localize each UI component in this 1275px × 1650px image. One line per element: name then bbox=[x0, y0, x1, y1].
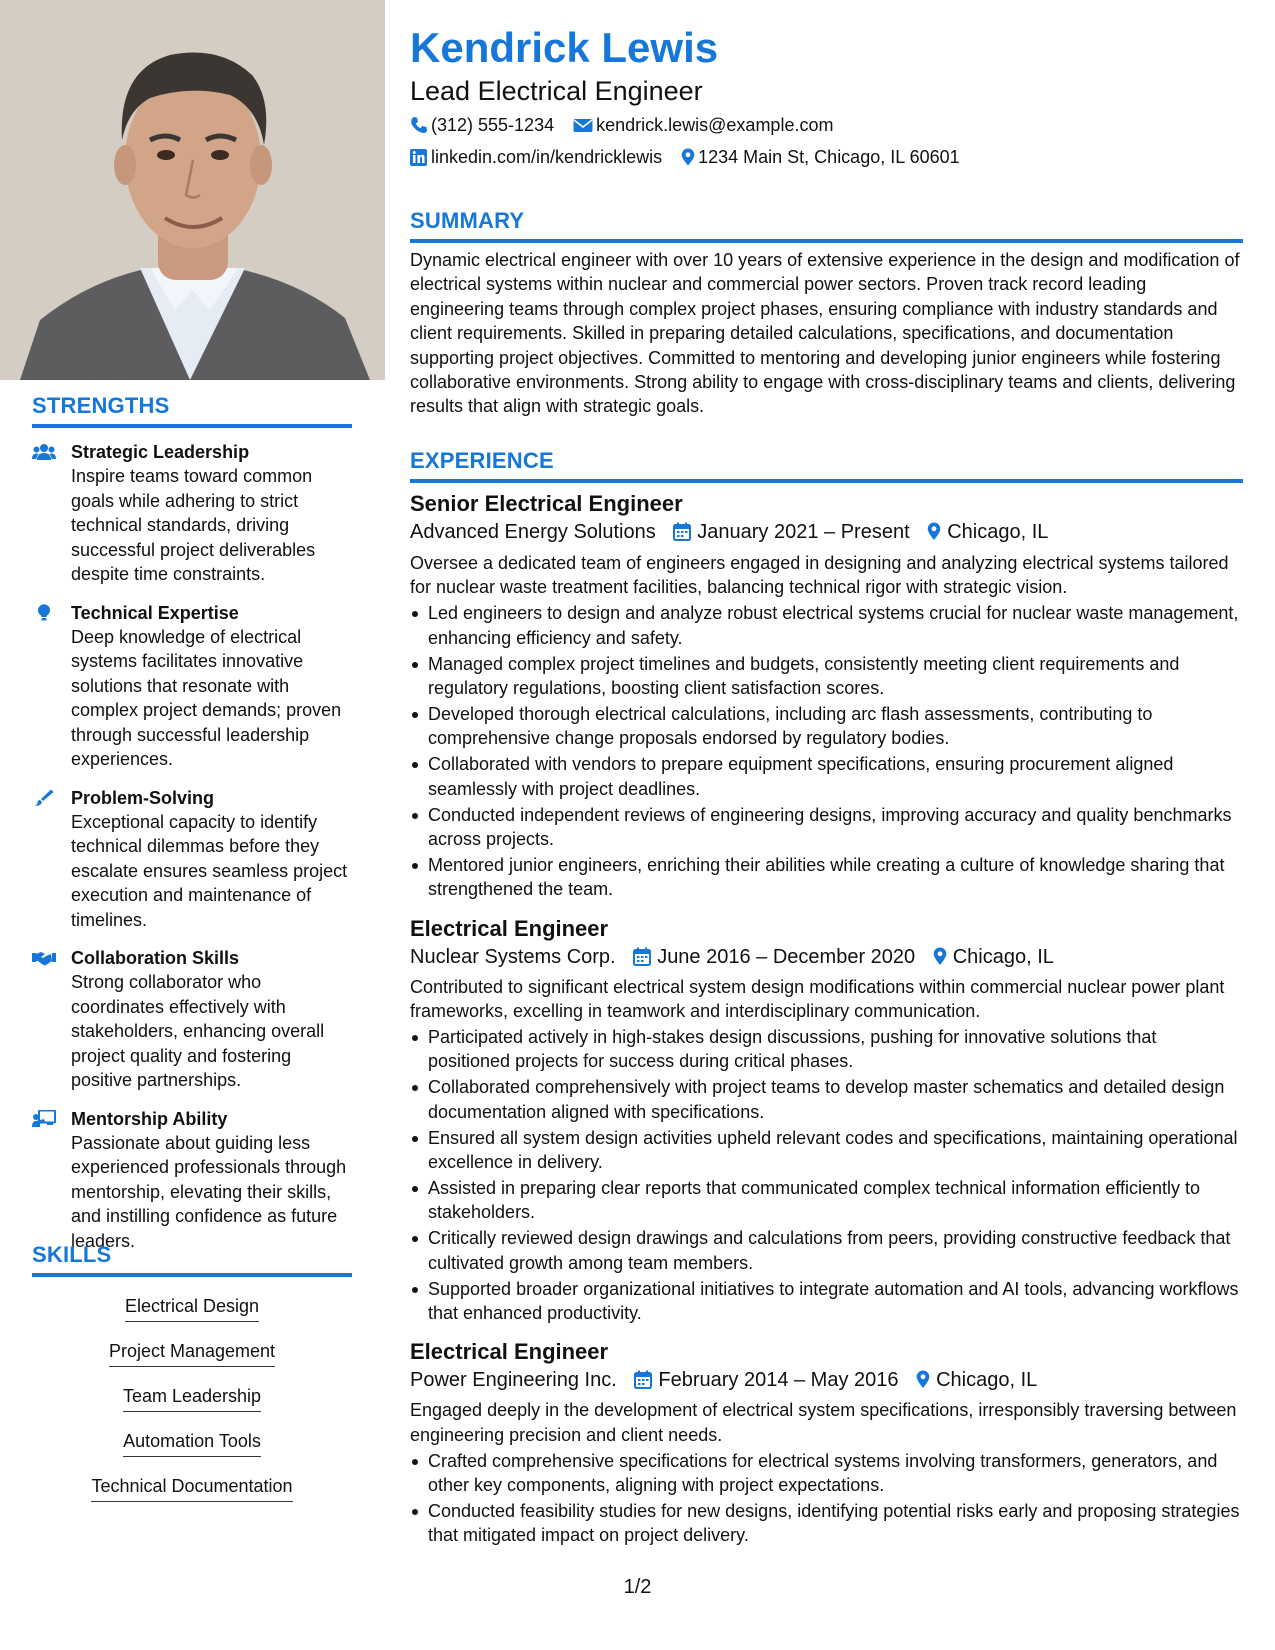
email-icon bbox=[573, 116, 593, 134]
job-bullets bbox=[410, 1025, 1243, 1325]
summary-text: Dynamic electrical engineer with over 10 years of extensive experience in the design and modification of electrical systems within nuclear and commercial power sectors. Proven track record leading engineering teams through complex project phases, ensuring compliance with industry standards and client requirements. Skilled in preparing detailed calculations, specifications, and documentation supporting project objectives. Committed to mentoring and developing junior engineers while fostering collaborative environments. Strong ability to engage with cross-disciplinary teams and clients, delivering results that align with strategic goals. bbox=[410, 250, 1240, 417]
address-text: 1234 Main St, Chicago, IL 60601 bbox=[698, 147, 960, 167]
list-item: Mentored junior engineers, enriching their abilities while creating a culture of knowledge sharing that strengthened the team. bbox=[410, 853, 1243, 902]
calendar-icon bbox=[673, 522, 691, 541]
job-dates-text: June 2016 – December 2020 bbox=[657, 945, 916, 968]
skill-item: Team Leadership bbox=[123, 1384, 261, 1412]
strength-item bbox=[32, 1107, 352, 1254]
strength-desc: Exceptional capacity to identify technical dilemmas before they escalate ensures seamless project execution and maintenance of timelines. bbox=[71, 811, 348, 930]
strength-title: Technical Expertise bbox=[71, 602, 239, 623]
list-item: Collaborated with vendors to prepare equipment specifications, ensuring procurement aligned seamlessly with project deadlines. bbox=[410, 752, 1243, 801]
experience-title: EXPERIENCE bbox=[410, 448, 1243, 483]
skills-list bbox=[32, 1287, 352, 1512]
map-pin-icon bbox=[927, 522, 941, 541]
strength-item bbox=[32, 786, 352, 933]
job-location-text: Chicago, IL bbox=[947, 521, 1049, 543]
address-contact bbox=[681, 145, 960, 169]
job-location bbox=[933, 943, 1054, 971]
list-item: Collaborated comprehensively with project teams to develop master schematics and detailed design documentation aligned with specifications. bbox=[410, 1075, 1243, 1124]
map-pin-icon bbox=[933, 947, 947, 966]
lightbulb-icon bbox=[32, 604, 56, 622]
job-description: Contributed to significant electrical system design modifications within commercial nuclear power plant frameworks, excelling in teamwork and interdisciplinary communication. bbox=[410, 976, 1225, 1022]
company-name: Power Engineering Inc. bbox=[410, 1369, 617, 1392]
email-text: kendrick.lewis@example.com bbox=[596, 115, 834, 135]
map-pin-icon bbox=[681, 148, 695, 166]
contact-row-2 bbox=[410, 145, 974, 169]
strength-title: Mentorship Ability bbox=[71, 1108, 228, 1129]
summary-section bbox=[410, 208, 1243, 419]
job-title: Electrical Engineer bbox=[410, 1339, 609, 1365]
strength-item bbox=[32, 601, 352, 772]
map-pin-icon bbox=[916, 1370, 930, 1389]
list-item: Critically reviewed design drawings and calculations from peers, providing constructive feedback that cultivated growth among team members. bbox=[410, 1226, 1243, 1275]
job-title: Senior Electrical Engineer bbox=[410, 491, 683, 516]
phone-contact[interactable] bbox=[410, 113, 554, 137]
phone-text: (312) 555-1234 bbox=[431, 115, 555, 135]
linkedin-icon bbox=[410, 148, 428, 166]
profile-photo bbox=[0, 0, 385, 380]
list-item: Conducted independent reviews of engineering designs, improving accuracy and quality benchmarks across projects. bbox=[410, 803, 1243, 852]
experience-section bbox=[410, 448, 1243, 1548]
list-item: Crafted comprehensive specifications for electrical systems involving transformers, generators, and other key components, aligning with project expectations. bbox=[410, 1449, 1243, 1498]
list-item: Led engineers to design and analyze robust electrical systems crucial for nuclear waste management, enhancing efficiency and safety. bbox=[410, 601, 1243, 650]
strengths-title: STRENGTHS bbox=[32, 393, 352, 428]
skill-item: Electrical Design bbox=[125, 1294, 259, 1322]
job-title: Electrical Engineer bbox=[410, 915, 609, 941]
company-name: Advanced Energy Solutions bbox=[410, 521, 656, 543]
strength-desc: Inspire teams toward common goals while adhering to strict technical standards, driving successful project deliverables despite time constraints. bbox=[71, 466, 316, 584]
calendar-icon bbox=[634, 1370, 652, 1389]
email-contact[interactable] bbox=[573, 113, 833, 137]
strength-desc: Passionate about guiding less experienced professionals through mentorship, elevating their skills, and instilling confidence as future leaders. bbox=[71, 1132, 347, 1251]
skill-item: Automation Tools bbox=[123, 1429, 261, 1457]
job-dates bbox=[634, 1366, 898, 1394]
users-icon bbox=[32, 443, 56, 461]
job-dates bbox=[673, 518, 909, 546]
page-number: 1/2 bbox=[623, 1576, 652, 1598]
job-meta bbox=[410, 943, 1243, 971]
job-location bbox=[927, 518, 1048, 546]
list-item: Participated actively in high-stakes design discussions, pushing for innovative solutions that positioned projects for success during critical phases. bbox=[410, 1025, 1243, 1074]
calendar-icon bbox=[633, 947, 651, 966]
job-meta bbox=[410, 518, 1243, 546]
job-dates-text: February 2014 – May 2016 bbox=[658, 1369, 899, 1392]
job-location-text: Chicago, IL bbox=[952, 945, 1054, 968]
linkedin-contact[interactable] bbox=[410, 145, 662, 169]
list-item: Assisted in preparing clear reports that communicated complex technical information efficiently to stakeholders. bbox=[410, 1176, 1243, 1225]
handshake-icon bbox=[32, 949, 56, 967]
job-entry bbox=[410, 915, 1243, 1326]
strength-item bbox=[32, 440, 352, 587]
candidate-name: Kendrick Lewis bbox=[410, 24, 719, 71]
skills-title: SKILLS bbox=[32, 1242, 352, 1277]
list-item: Supported broader organizational initiatives to integrate automation and AI tools, advancing workflows that enhanced productivity. bbox=[410, 1277, 1243, 1326]
list-item: Ensured all system design activities upheld relevant codes and specifications, maintaining operational excellence in delivery. bbox=[410, 1126, 1243, 1175]
strength-title: Strategic Leadership bbox=[71, 442, 250, 462]
strength-title: Collaboration Skills bbox=[71, 948, 240, 968]
company-name: Nuclear Systems Corp. bbox=[410, 945, 616, 968]
skill-item: Technical Documentation bbox=[91, 1474, 292, 1502]
job-entry bbox=[410, 1338, 1243, 1547]
strength-desc: Strong collaborator who coordinates effectively with stakeholders, enhancing overall project quality and fostering positive partnerships. bbox=[71, 972, 325, 1090]
job-meta bbox=[410, 1366, 1243, 1394]
contact-row-1 bbox=[410, 113, 847, 137]
strength-desc: Deep knowledge of electrical systems facilitates innovative solutions that resonate with complex project demands; proven through successful leadership experiences. bbox=[71, 626, 342, 769]
left-column bbox=[0, 0, 385, 1650]
candidate-role: Lead Electrical Engineer bbox=[410, 76, 703, 106]
strengths-section bbox=[32, 393, 352, 1253]
job-dates bbox=[633, 943, 915, 971]
list-item: Developed thorough electrical calculations, including arc flash assessments, contributing to comprehensive change proposals endorsed by regulatory bodies. bbox=[410, 702, 1243, 751]
phone-icon bbox=[410, 116, 428, 134]
teacher-icon bbox=[32, 1110, 56, 1128]
job-entry bbox=[410, 490, 1243, 902]
job-bullets bbox=[410, 1449, 1243, 1548]
list-item: Conducted feasibility studies for new designs, identifying potential risks early and proposing strategies that mitigated impact on project delivery. bbox=[410, 1499, 1243, 1548]
job-bullets bbox=[410, 601, 1243, 901]
job-location bbox=[916, 1366, 1037, 1394]
job-dates-text: January 2021 – Present bbox=[697, 521, 910, 543]
strength-title: Problem-Solving bbox=[71, 787, 215, 808]
skill-item: Project Management bbox=[109, 1339, 275, 1367]
skills-section bbox=[32, 1242, 352, 1512]
job-description: Oversee a dedicated team of engineers engaged in designing and analyzing electrical systems tailored for nuclear waste treatment facilities, balancing technical rigor with strategic vision. bbox=[410, 553, 1229, 598]
strength-item bbox=[32, 946, 352, 1093]
job-description: Engaged deeply in the development of electrical system specifications, irresponsibly traversing between engineering precision and client needs. bbox=[410, 1400, 1237, 1445]
brush-icon bbox=[32, 789, 56, 807]
job-location-text: Chicago, IL bbox=[936, 1369, 1038, 1392]
summary-title: SUMMARY bbox=[410, 208, 1243, 243]
list-item: Managed complex project timelines and budgets, consistently meeting client requirements and regulatory regulations, boosting client satisfaction scores. bbox=[410, 652, 1243, 701]
linkedin-text: linkedin.com/in/kendricklewis bbox=[431, 147, 663, 167]
